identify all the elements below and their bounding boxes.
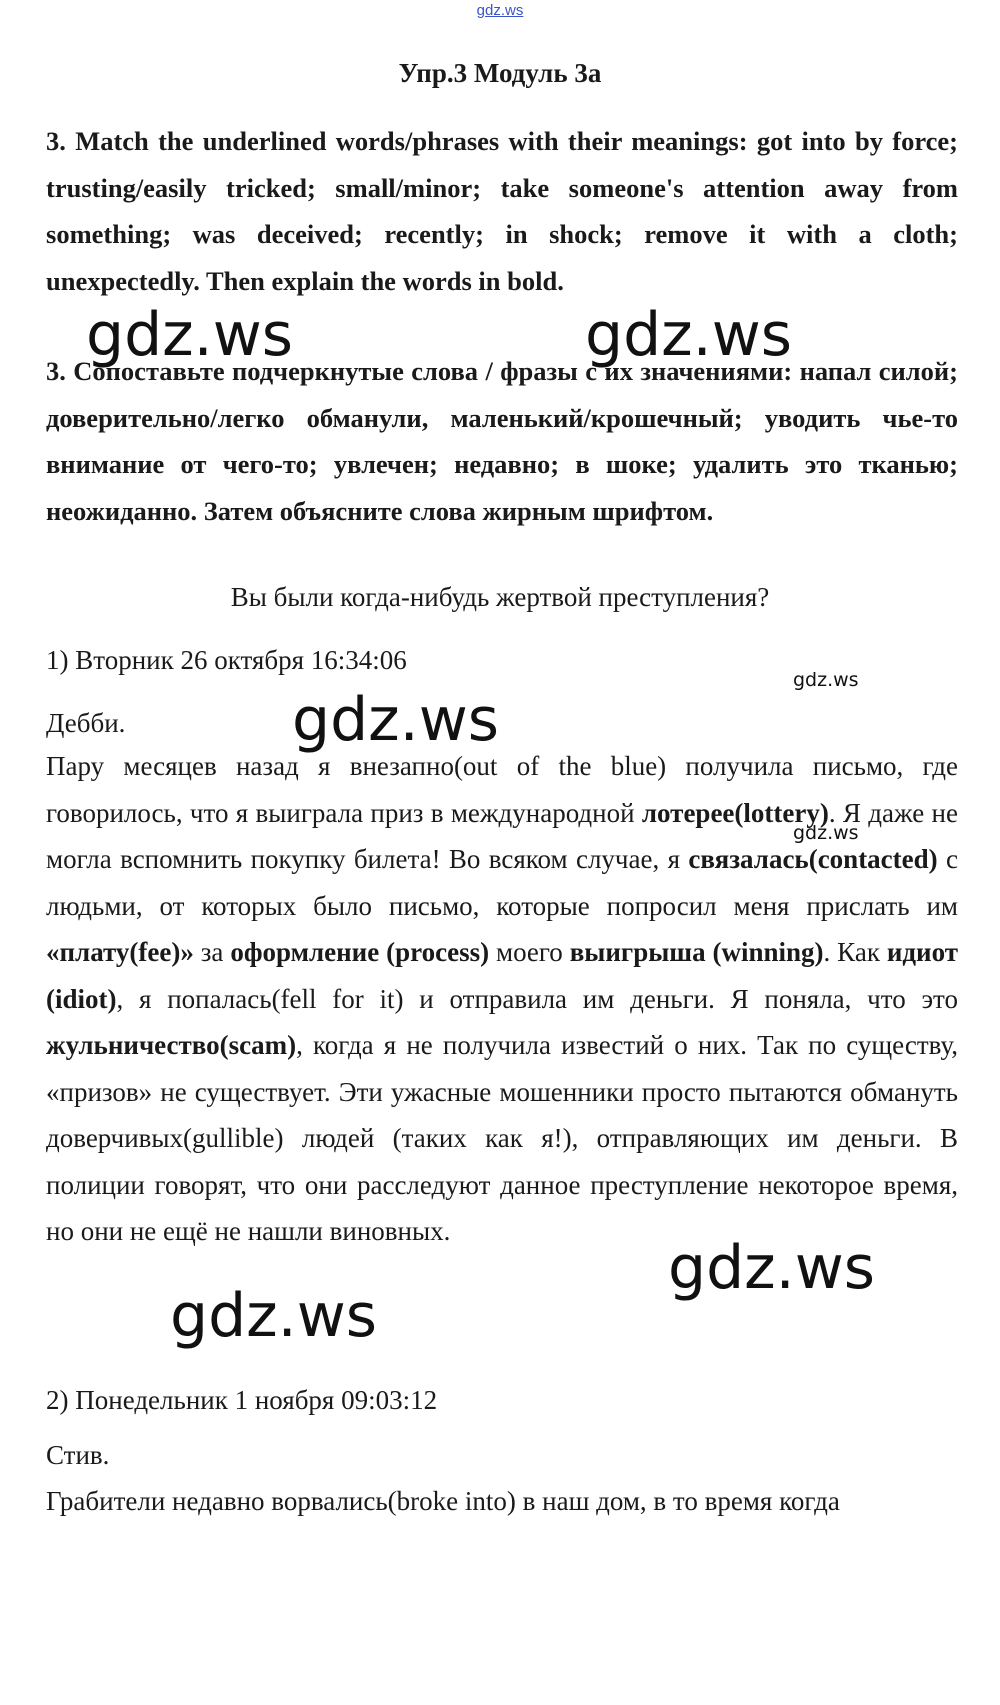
site-link[interactable]: gdz.ws	[476, 2, 524, 19]
watermark-small: gdz.ws	[793, 669, 859, 691]
watermark-small: gdz.ws	[793, 822, 859, 844]
post-1-author: Дебби.	[46, 708, 126, 738]
task-russian: 3. Сопоставьте подчеркнутые слова / фразы с их значениями: напал силой; доверительно/легко обманули, маленький/крошечный; уводить чье-то внимание от чего-то; увлечен; недавно; в шоке; удалить это тканью; неожиданно. Затем объясните слова жирным шрифтом.	[46, 356, 958, 526]
watermark: gdz.ws	[668, 1233, 876, 1303]
watermark: gdz.ws	[292, 685, 500, 755]
watermark: gdz.ws	[86, 300, 294, 370]
task-english: 3. Match the underlined words/phrases with their meanings: got into by force; trusting/easily tricked; small/minor; take someone's attention away from something; was deceived; recently; in shock; remove it with a cloth; unexpectedly. Then explain the words in bold.	[46, 126, 958, 296]
watermark: gdz.ws	[585, 300, 793, 370]
page-title: Упр.3 Модуль 3а	[398, 58, 602, 88]
post-1-header: 1) Вторник 26 октября 16:34:06	[46, 645, 407, 675]
watermark: gdz.ws	[170, 1281, 378, 1351]
post-2-author: Стив.	[46, 1440, 110, 1470]
post-1-text: Пару месяцев назад я внезапно(out of the blue) получила письмо, где говорилось, что я выиграла приз в международной лотерее(lottery). Я даже не могла вспомнить покупку билета! Во всяком случае, я связалась(contacted) с людьми, от которых было письмо, которые попросил меня прислать им «плату(fee)» за оформление (process) моего выигрыша (winning). Как идиот (idiot), я попалась(fell for it) и отправила им деньги. Я поняла, что это жульничество(scam), когда я не получила известий о них. Так по существу, «призов» не существует. Эти ужасные мошенники просто пытаются обмануть доверчивых(gullible) людей (таких как я!), отправляющих им деньги. В полиции говорят, что они расследуют данное преступление некоторое время, но они не ещё не нашли виновных.	[46, 751, 959, 1246]
section-heading: Вы были когда-нибудь жертвой преступления?	[230, 582, 770, 612]
post-2-text: Грабители недавно ворвались(broke into) в наш дом, в то время когда	[46, 1486, 840, 1516]
post-2-header: 2) Понедельник 1 ноября 09:03:12	[46, 1385, 438, 1415]
